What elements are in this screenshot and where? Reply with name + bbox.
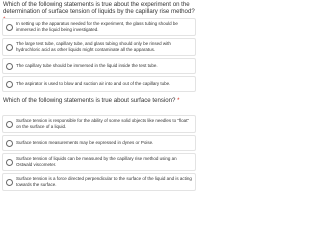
- radio-button[interactable]: [6, 159, 13, 166]
- question-1-option-2[interactable]: [2, 38, 196, 56]
- option-label: Surface tension of liquids can be measured by the capillary rise method using an Ostwald viscometer.: [16, 156, 177, 167]
- option-label: In setting up the apparatus needed for the experiment, the glass tubing should be immersed in the liquid being investigated.: [16, 21, 178, 32]
- option-label: Surface tension is a force directed perpendicular to the surface of the liquid and is acting towards the surface.: [16, 176, 192, 187]
- question-2: [2, 97, 196, 187]
- radio-button[interactable]: [6, 24, 13, 31]
- question-1-text: Which of the following statements is true about the experiment on the determination of surface tension of liquids by the capillary rise method?: [3, 1, 195, 16]
- question-2-option-4[interactable]: [2, 173, 196, 191]
- radio-button[interactable]: [6, 121, 13, 128]
- option-label: The large test tube, capillary tube, and glass tubing should only be rinsed with hydrochloric acid as other liquids might contaminate all the apparatus.: [16, 41, 171, 52]
- radio-button[interactable]: [6, 140, 13, 147]
- option-label: Surface tension is responsible for the ability of some solid objects like needles to "float" on the surface of a liquid.: [16, 118, 190, 129]
- radio-button[interactable]: [6, 63, 13, 70]
- question-1-options: [2, 18, 196, 94]
- question-2-option-3[interactable]: [2, 153, 196, 171]
- question-2-title: [3, 97, 196, 104]
- question-1-option-3[interactable]: [2, 58, 196, 74]
- question-2-text: Which of the following statements is true about surface tension?: [3, 97, 176, 104]
- question-2-option-1[interactable]: [2, 115, 196, 133]
- question-1-option-4[interactable]: [2, 76, 196, 92]
- radio-button[interactable]: [6, 44, 13, 51]
- question-2-options: [2, 115, 196, 193]
- radio-button[interactable]: [6, 81, 13, 88]
- option-label: The capillary tube should be immersed in the liquid inside the test tube.: [16, 63, 158, 68]
- question-2-option-2[interactable]: [2, 135, 196, 151]
- radio-button[interactable]: [6, 179, 13, 186]
- option-label: The aspirator is used to blow and suction air into and out of the capillary tube.: [16, 81, 171, 86]
- required-mark: *: [177, 97, 180, 104]
- question-1-option-1[interactable]: [2, 18, 196, 36]
- option-label: Surface tension measurements may be expressed in dynes or Poise.: [16, 140, 154, 145]
- question-1: [2, 1, 196, 86]
- quiz-page: [0, 0, 200, 189]
